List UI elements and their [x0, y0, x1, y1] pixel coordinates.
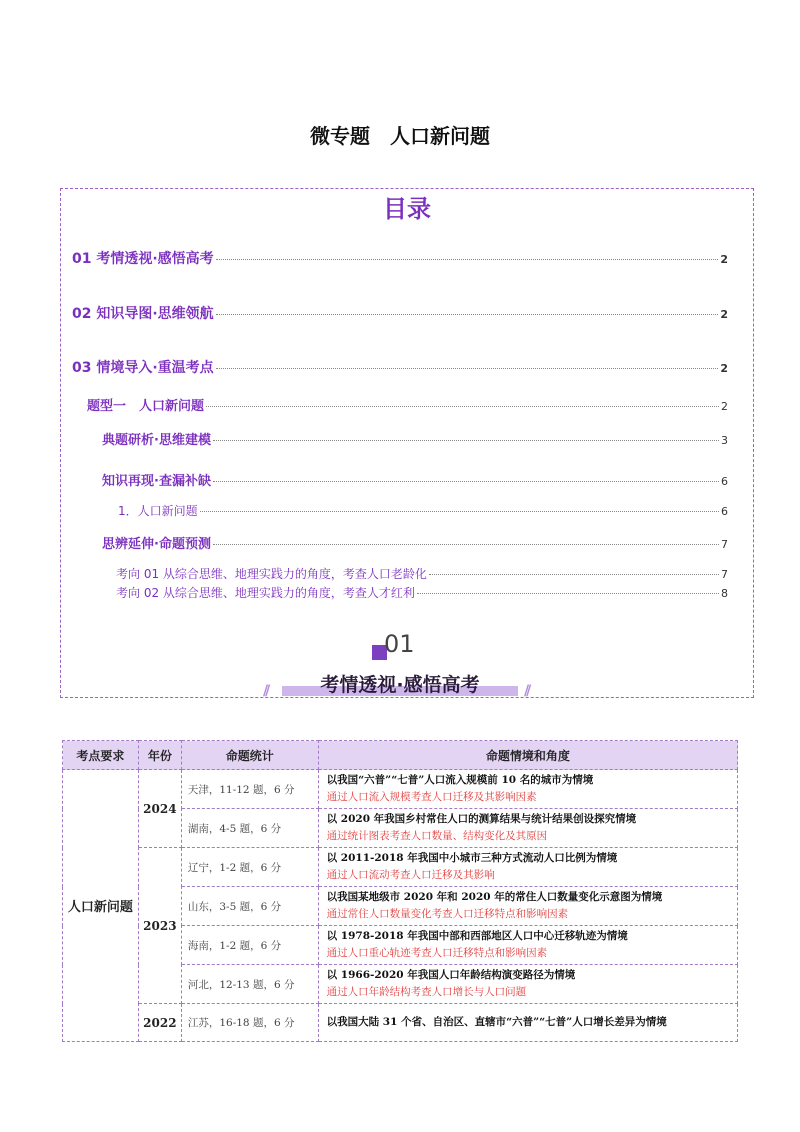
column-header: 考点要求: [63, 741, 139, 770]
context-text: 以我国某地级市 2020 年和 2020 年的常住人口数量变化示意图为情境: [326, 891, 663, 903]
toc-entry[interactable]: [72, 303, 728, 323]
angle-text: 通过人口重心轨迹考查人口迁移特点和影响因素: [326, 947, 548, 959]
context-text: 以 2011-2018 年我国中小城市三种方式流动人口比例为情境: [326, 852, 618, 864]
stat-cell: 江苏，16-18 题，6 分: [181, 1004, 318, 1042]
year-cell: 2024: [138, 770, 181, 848]
context-text: 以 1966-2020 年我国人口年龄结构演变路径为情境: [326, 969, 576, 981]
toc-entry-page: 6: [721, 475, 728, 488]
toc-entry-label: 考向 02 从综合思维、地理实践力的角度，考查人才红利: [116, 586, 415, 600]
context-text: 以我国大陆 31 个省、自治区、直辖市“六普”“七普”人口增长差异为情境: [326, 1016, 667, 1028]
toc-entry-page: 2: [720, 308, 728, 321]
context-cell: [318, 887, 737, 926]
year-cell: 2023: [138, 848, 181, 1004]
topic-cell: 人口新问题: [63, 770, 139, 1042]
context-cell: [318, 926, 737, 965]
toc-entry[interactable]: [87, 395, 728, 414]
toc-entry[interactable]: [102, 470, 728, 489]
toc-entry-label: 典题研析·思维建模: [102, 433, 211, 448]
toc-entry-label: 考向 01 从综合思维、地理实践力的角度，考查人口老龄化: [116, 567, 427, 581]
stat-cell: 海南，1-2 题，6 分: [181, 926, 318, 965]
page-title: 微专题 人口新问题: [310, 124, 490, 148]
toc-entry-page: 6: [721, 505, 728, 518]
toc-leader-dots: [216, 314, 719, 315]
context-cell: [318, 1004, 737, 1042]
toc-entry[interactable]: [72, 357, 728, 377]
context-cell: [318, 848, 737, 887]
column-header: 命题统计: [181, 741, 318, 770]
column-header: 命题情境和角度: [318, 741, 737, 770]
table-row: [63, 770, 738, 809]
toc-leader-dots: [216, 259, 719, 260]
stat-cell: 山东，3-5 题，6 分: [181, 887, 318, 926]
context-text: 以 1978-2018 年我国中部和西部地区人口中心迁移轨迹为情境: [326, 930, 628, 942]
toc-entry[interactable]: [102, 533, 728, 552]
angle-text: 通过人口流入规模考查人口迁移及其影响因素: [326, 791, 537, 803]
toc-leader-dots: [429, 574, 719, 575]
angle-text: 通过人口年龄结构考查人口增长与人口问题: [326, 986, 527, 998]
toc-leader-dots: [216, 368, 719, 369]
exam-statistics-table: [62, 740, 738, 1042]
toc-entry-page: 2: [721, 400, 728, 413]
toc-entry-page: 2: [720, 253, 728, 266]
toc-leader-dots: [213, 544, 719, 545]
section-number: 01: [384, 630, 415, 658]
toc-heading: 目录: [383, 195, 431, 223]
toc-entry[interactable]: [118, 502, 728, 519]
toc-entry-page: 7: [721, 538, 728, 551]
decorative-slashes-left: //: [263, 683, 268, 699]
context-cell: [318, 770, 737, 809]
table-row: [63, 848, 738, 887]
angle-text: 通过统计图表考查人口数量、结构变化及其原因: [326, 830, 548, 842]
decorative-slashes-right: //: [524, 683, 529, 699]
toc-entry-label: 知识再现·查漏补缺: [102, 474, 211, 489]
context-cell: [318, 965, 737, 1004]
toc-entry-page: 7: [721, 568, 728, 581]
angle-text: 通过常住人口数量变化考查人口迁移特点和影响因素: [326, 908, 569, 920]
stat-cell: 河北，12-13 题，6 分: [181, 965, 318, 1004]
year-cell: 2022: [138, 1004, 181, 1042]
toc-entry-label: 01 考情透视·感悟高考: [72, 251, 214, 267]
context-text: 以 2020 年我国乡村常住人口的测算结果与统计结果创设探究情境: [326, 813, 637, 825]
toc-leader-dots: [213, 481, 719, 482]
toc-entry-label: 02 知识导图·思维领航: [72, 306, 214, 322]
toc-entry[interactable]: [116, 584, 728, 601]
context-cell: [318, 809, 737, 848]
toc-entry-label: 1．人口新问题: [118, 504, 198, 518]
stat-cell: 辽宁，1-2 题，6 分: [181, 848, 318, 887]
toc-entry-page: 3: [721, 434, 728, 447]
toc-leader-dots: [417, 593, 719, 594]
table-row: [63, 1004, 738, 1042]
toc-entry-label: 思辨延伸·命题预测: [102, 537, 211, 552]
toc-leader-dots: [200, 511, 719, 512]
section-banner: [278, 670, 522, 696]
table-header-row: [63, 741, 738, 770]
stat-cell: 湖南，4-5 题，6 分: [181, 809, 318, 848]
toc-entry-page: 8: [721, 587, 728, 600]
toc-entry-page: 2: [720, 362, 728, 375]
angle-text: 通过人口流动考查人口迁移及其影响: [326, 869, 495, 881]
toc-entry-label: 03 情境导入·重温考点: [72, 360, 214, 376]
column-header: 年份: [138, 741, 181, 770]
section-title: 考情透视·感悟高考: [320, 674, 480, 696]
toc-entry[interactable]: [116, 565, 728, 582]
stat-cell: 天津，11-12 题，6 分: [181, 770, 318, 809]
toc-leader-dots: [206, 406, 719, 407]
toc-entry[interactable]: [102, 429, 728, 448]
toc-entry-label: 题型一 人口新问题: [87, 399, 205, 414]
toc-leader-dots: [213, 440, 719, 441]
context-text: 以我国“六普”“七普”人口流入规模前 10 名的城市为情境: [326, 774, 594, 786]
toc-entry[interactable]: [72, 248, 728, 268]
